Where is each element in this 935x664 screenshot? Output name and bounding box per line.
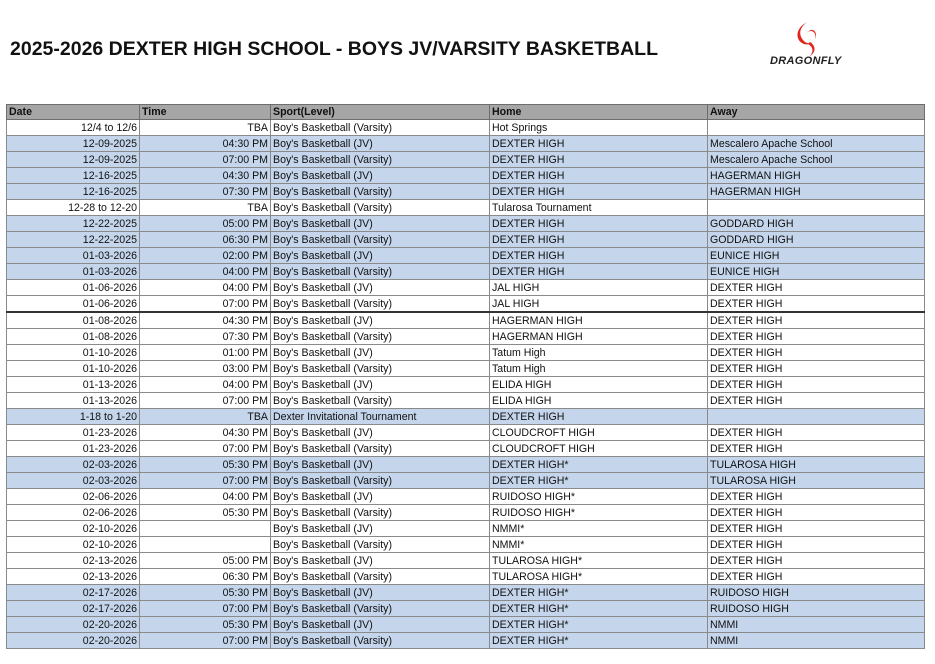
cell-date: 12-28 to 12-20 [7,200,140,216]
cell-home: DEXTER HIGH [490,184,708,200]
cell-date: 01-23-2026 [7,441,140,457]
table-row [7,136,925,152]
table-row [7,393,925,409]
cell-sport: Boy's Basketball (JV) [271,136,490,152]
cell-away: HAGERMAN HIGH [708,184,925,200]
table-header-row [7,105,925,120]
cell-time: 05:30 PM [140,457,271,473]
cell-sport: Boy's Basketball (JV) [271,377,490,393]
cell-time [140,537,271,553]
cell-date: 02-06-2026 [7,489,140,505]
column-header-away: Away [708,105,925,120]
cell-sport: Boy's Basketball (JV) [271,168,490,184]
cell-sport: Boy's Basketball (Varsity) [271,393,490,409]
table-row [7,521,925,537]
cell-time: 02:00 PM [140,248,271,264]
cell-date: 02-10-2026 [7,521,140,537]
cell-sport: Boy's Basketball (Varsity) [271,184,490,200]
cell-sport: Boy's Basketball (JV) [271,216,490,232]
cell-home: DEXTER HIGH [490,232,708,248]
cell-time: 04:00 PM [140,489,271,505]
cell-sport: Boy's Basketball (Varsity) [271,120,490,136]
cell-time: 07:00 PM [140,473,271,489]
cell-time: 07:00 PM [140,633,271,649]
table-row [7,152,925,168]
cell-date: 12-09-2025 [7,152,140,168]
cell-away: GODDARD HIGH [708,216,925,232]
cell-time: 05:30 PM [140,585,271,601]
cell-sport: Boy's Basketball (JV) [271,553,490,569]
cell-sport: Boy's Basketball (Varsity) [271,537,490,553]
cell-date: 02-17-2026 [7,601,140,617]
cell-home: TULAROSA HIGH* [490,569,708,585]
table-row [7,617,925,633]
cell-time: 04:00 PM [140,264,271,280]
cell-sport: Boy's Basketball (JV) [271,457,490,473]
cell-date: 01-06-2026 [7,296,140,313]
cell-away: TULAROSA HIGH [708,457,925,473]
cell-sport: Boy's Basketball (JV) [271,425,490,441]
cell-away: GODDARD HIGH [708,232,925,248]
cell-away: RUIDOSO HIGH [708,601,925,617]
cell-time: 06:30 PM [140,569,271,585]
cell-sport: Boy's Basketball (Varsity) [271,441,490,457]
cell-sport: Boy's Basketball (Varsity) [271,232,490,248]
table-row [7,264,925,280]
cell-away: DEXTER HIGH [708,569,925,585]
cell-away [708,200,925,216]
cell-away: DEXTER HIGH [708,361,925,377]
table-row [7,505,925,521]
cell-date: 02-20-2026 [7,633,140,649]
cell-time: 07:00 PM [140,441,271,457]
cell-date: 02-06-2026 [7,505,140,521]
cell-sport: Boy's Basketball (JV) [271,280,490,296]
cell-away: TULAROSA HIGH [708,473,925,489]
cell-away: EUNICE HIGH [708,248,925,264]
table-row [7,457,925,473]
cell-time: 05:00 PM [140,216,271,232]
cell-home: HAGERMAN HIGH [490,329,708,345]
table-row [7,425,925,441]
table-row [7,248,925,264]
cell-home: NMMI* [490,521,708,537]
cell-date: 12-22-2025 [7,232,140,248]
cell-home: RUIDOSO HIGH* [490,505,708,521]
cell-date: 02-13-2026 [7,569,140,585]
table-row [7,441,925,457]
cell-date: 02-20-2026 [7,617,140,633]
cell-date: 12-16-2025 [7,168,140,184]
cell-time: 04:00 PM [140,377,271,393]
cell-time: 05:30 PM [140,505,271,521]
cell-sport: Boy's Basketball (JV) [271,345,490,361]
cell-away: DEXTER HIGH [708,377,925,393]
cell-time: 07:30 PM [140,184,271,200]
cell-home: DEXTER HIGH [490,152,708,168]
cell-time: 07:00 PM [140,152,271,168]
cell-sport: Boy's Basketball (Varsity) [271,329,490,345]
cell-away: DEXTER HIGH [708,441,925,457]
cell-date: 01-08-2026 [7,312,140,329]
cell-sport: Boy's Basketball (Varsity) [271,361,490,377]
cell-away: DEXTER HIGH [708,425,925,441]
table-row [7,329,925,345]
cell-away [708,120,925,136]
table-row [7,296,925,313]
schedule-body [7,120,925,649]
cell-home: DEXTER HIGH [490,136,708,152]
cell-date: 01-03-2026 [7,264,140,280]
cell-date: 02-17-2026 [7,585,140,601]
cell-time: 07:00 PM [140,296,271,313]
cell-away: DEXTER HIGH [708,280,925,296]
cell-date: 01-10-2026 [7,361,140,377]
cell-sport: Boy's Basketball (JV) [271,312,490,329]
cell-home: DEXTER HIGH* [490,601,708,617]
table-row [7,473,925,489]
cell-date: 01-08-2026 [7,329,140,345]
column-header-date: Date [7,105,140,120]
table-row [7,232,925,248]
table-row [7,601,925,617]
column-header-sport: Sport(Level) [271,105,490,120]
cell-home: DEXTER HIGH [490,168,708,184]
cell-away: DEXTER HIGH [708,312,925,329]
cell-home: JAL HIGH [490,280,708,296]
cell-home: Tatum High [490,345,708,361]
table-row [7,200,925,216]
cell-time: 07:30 PM [140,329,271,345]
cell-home: DEXTER HIGH [490,216,708,232]
cell-date: 02-10-2026 [7,537,140,553]
cell-date: 02-03-2026 [7,473,140,489]
table-row [7,489,925,505]
cell-home: DEXTER HIGH* [490,633,708,649]
cell-sport: Boy's Basketball (Varsity) [271,200,490,216]
cell-away: DEXTER HIGH [708,345,925,361]
cell-sport: Boy's Basketball (Varsity) [271,152,490,168]
cell-sport: Boy's Basketball (Varsity) [271,505,490,521]
cell-home: DEXTER HIGH [490,264,708,280]
cell-away: DEXTER HIGH [708,505,925,521]
cell-sport: Boy's Basketball (Varsity) [271,296,490,313]
cell-sport: Boy's Basketball (Varsity) [271,601,490,617]
cell-sport: Dexter Invitational Tournament [271,409,490,425]
cell-sport: Boy's Basketball (JV) [271,617,490,633]
cell-date: 01-06-2026 [7,280,140,296]
table-row [7,633,925,649]
cell-sport: Boy's Basketball (JV) [271,521,490,537]
cell-date: 01-13-2026 [7,393,140,409]
cell-date: 01-23-2026 [7,425,140,441]
schedule-table [6,104,925,649]
cell-time: TBA [140,409,271,425]
cell-date: 12-16-2025 [7,184,140,200]
dragonfly-logo [770,20,880,72]
table-row [7,409,925,425]
cell-away: NMMI [708,633,925,649]
table-row [7,168,925,184]
table-row [7,569,925,585]
table-row [7,345,925,361]
cell-away: Mescalero Apache School [708,136,925,152]
cell-home: JAL HIGH [490,296,708,313]
cell-date: 12/4 to 12/6 [7,120,140,136]
cell-away: RUIDOSO HIGH [708,585,925,601]
cell-home: DEXTER HIGH [490,248,708,264]
cell-away: DEXTER HIGH [708,537,925,553]
cell-time: 07:00 PM [140,393,271,409]
table-row [7,184,925,200]
cell-home: DEXTER HIGH* [490,617,708,633]
cell-home: NMMI* [490,537,708,553]
table-row [7,537,925,553]
cell-away: DEXTER HIGH [708,521,925,537]
table-row [7,585,925,601]
cell-home: ELIDA HIGH [490,377,708,393]
column-header-home: Home [490,105,708,120]
cell-home: CLOUDCROFT HIGH [490,441,708,457]
table-row [7,280,925,296]
cell-date: 01-10-2026 [7,345,140,361]
cell-time: 04:30 PM [140,425,271,441]
cell-time: 05:30 PM [140,617,271,633]
cell-sport: Boy's Basketball (JV) [271,489,490,505]
cell-time: 04:30 PM [140,312,271,329]
cell-away: HAGERMAN HIGH [708,168,925,184]
table-row [7,553,925,569]
table-row [7,120,925,136]
cell-home: Tatum High [490,361,708,377]
cell-date: 12-22-2025 [7,216,140,232]
cell-sport: Boy's Basketball (JV) [271,585,490,601]
page-title: 2025-2026 DEXTER HIGH SCHOOL - BOYS JV/VARSITY BASKETBALL [10,38,658,60]
cell-away: DEXTER HIGH [708,296,925,313]
cell-home: ELIDA HIGH [490,393,708,409]
cell-date: 02-13-2026 [7,553,140,569]
cell-time: 04:30 PM [140,136,271,152]
cell-home: DEXTER HIGH* [490,473,708,489]
cell-home: DEXTER HIGH* [490,457,708,473]
table-row [7,312,925,329]
table-row [7,361,925,377]
cell-time: 05:00 PM [140,553,271,569]
cell-away: DEXTER HIGH [708,553,925,569]
cell-home: Tularosa Tournament [490,200,708,216]
cell-away: Mescalero Apache School [708,152,925,168]
cell-time: 01:00 PM [140,345,271,361]
cell-home: TULAROSA HIGH* [490,553,708,569]
cell-away: DEXTER HIGH [708,489,925,505]
cell-sport: Boy's Basketball (Varsity) [271,569,490,585]
cell-time [140,521,271,537]
cell-time: 06:30 PM [140,232,271,248]
cell-sport: Boy's Basketball (Varsity) [271,473,490,489]
cell-away: EUNICE HIGH [708,264,925,280]
logo-wordmark: DRAGONFLY [770,55,842,67]
table-row [7,377,925,393]
cell-home: HAGERMAN HIGH [490,312,708,329]
cell-time: 03:00 PM [140,361,271,377]
cell-sport: Boy's Basketball (JV) [271,248,490,264]
cell-date: 01-13-2026 [7,377,140,393]
cell-home: DEXTER HIGH* [490,585,708,601]
cell-home: DEXTER HIGH [490,409,708,425]
cell-away: DEXTER HIGH [708,329,925,345]
cell-date: 02-03-2026 [7,457,140,473]
cell-sport: Boy's Basketball (Varsity) [271,633,490,649]
cell-away [708,409,925,425]
cell-home: RUIDOSO HIGH* [490,489,708,505]
column-header-time: Time [140,105,271,120]
cell-date: 01-03-2026 [7,248,140,264]
cell-date: 12-09-2025 [7,136,140,152]
cell-date: 1-18 to 1-20 [7,409,140,425]
cell-away: NMMI [708,617,925,633]
cell-time: TBA [140,120,271,136]
cell-home: Hot Springs [490,120,708,136]
cell-time: TBA [140,200,271,216]
cell-away: DEXTER HIGH [708,393,925,409]
cell-time: 04:00 PM [140,280,271,296]
dragonfly-swirl-icon [770,20,880,60]
cell-time: 04:30 PM [140,168,271,184]
table-row [7,216,925,232]
cell-home: CLOUDCROFT HIGH [490,425,708,441]
cell-sport: Boy's Basketball (Varsity) [271,264,490,280]
cell-time: 07:00 PM [140,601,271,617]
